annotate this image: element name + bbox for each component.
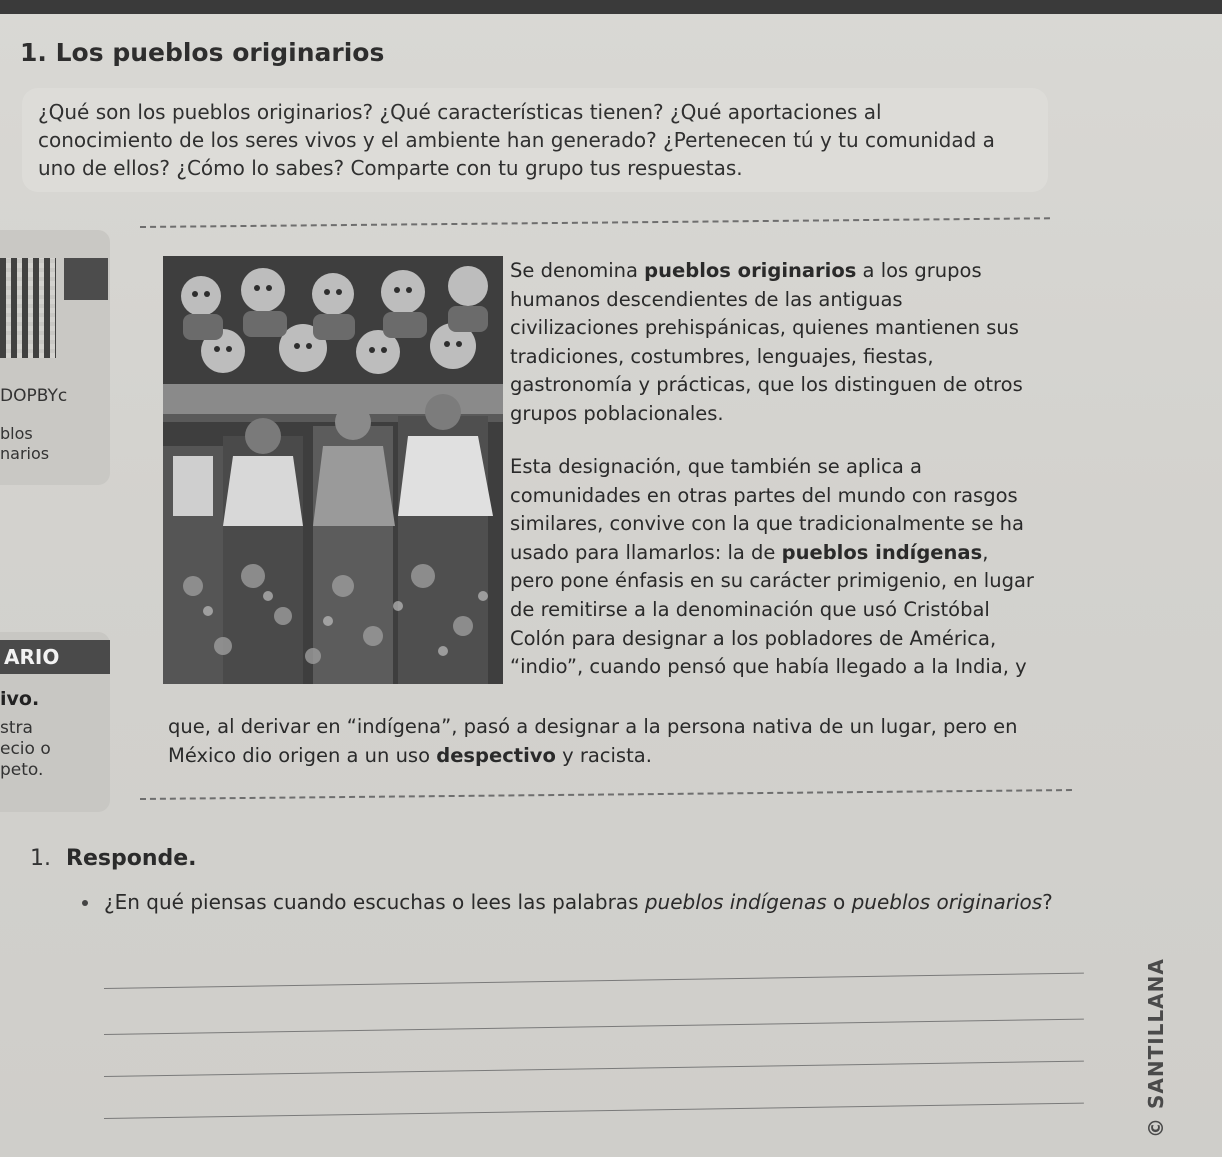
glossary-def-line2: ecio o xyxy=(0,739,51,759)
paragraph-2-pre: Esta designación, que también se aplica a comunidades en otras partes del mundo con rasgos similares, convive con la que tradicionalmente se ha usado para llamarlos: la de xyxy=(510,455,1024,564)
question-italic-1: pueblos indígenas xyxy=(644,890,827,914)
term-pueblos-indigenas: pueblos indígenas xyxy=(781,540,983,564)
glossary-word: ivo. xyxy=(0,688,40,710)
top-edge-bar xyxy=(0,0,1222,14)
paragraph-1-post: a los grupos humanos descendientes de las antiguas civilizaciones prehispánicas, quienes mantienen sus tradiciones, costumbres, lenguajes, fiestas, gastronomía y prácticas, que los distinguen de otros grupos poblacionales. xyxy=(510,259,1023,425)
bullet-icon xyxy=(82,900,88,906)
term-pueblos-originarios: pueblos originarios xyxy=(644,259,857,282)
qr-corner-block xyxy=(64,258,108,300)
answer-line-1[interactable] xyxy=(104,973,1084,989)
bottom-dashed-divider xyxy=(140,789,1072,800)
activity-title: Responde. xyxy=(66,846,197,871)
activity-number: 1. xyxy=(30,846,51,871)
qr-code-icon[interactable] xyxy=(0,258,56,358)
paragraph-1 xyxy=(510,257,1030,429)
question-italic-2: pueblos originarios xyxy=(851,890,1043,914)
question-post: ? xyxy=(1042,890,1053,914)
activity-question xyxy=(104,884,1064,920)
resource-caption-line2: narios xyxy=(0,444,50,463)
glossary-tab: ARIO xyxy=(0,640,110,674)
dolls-photo-image xyxy=(163,256,503,684)
paragraph-3-pre: que, al derivar en “indígena”, pasó a designar a la persona nativa de un lugar, pero en México dio origen a un uso xyxy=(168,715,1018,767)
paragraph-1-pre: Se denomina xyxy=(510,259,645,282)
intro-question: ¿Qué son los pueblos originarios? ¿Qué características tienen? ¿Qué aportaciones al conocimiento de los seres vivos y el ambiente han generado? ¿Pertenecen tú y tu comunidad a uno de ellos? ¿Cómo lo sabes? Comparte con tu grupo tus respuestas. xyxy=(38,100,995,180)
glossary-def-line3: peto. xyxy=(0,760,44,780)
section-title-text: Los pueblos originarios xyxy=(55,38,385,67)
paragraph-2 xyxy=(510,453,1035,682)
term-despectivo: despectivo xyxy=(436,743,556,767)
answer-line-4[interactable] xyxy=(104,1103,1084,1119)
section-number: 1. xyxy=(20,38,47,67)
publisher-credit: © SANTILLANA xyxy=(1144,958,1168,1138)
top-dashed-divider xyxy=(140,217,1050,228)
answer-line-2[interactable] xyxy=(104,1019,1084,1035)
paragraph-2-post: , pero pone énfasis en su carácter primigenio, en lugar de remitirse a la denominación que usó Cristóbal Colón para designar a los pobladores de América, “indio”, cuando pensó que había llegado a la India, y xyxy=(510,540,1034,679)
answer-line-3[interactable] xyxy=(104,1061,1084,1077)
resource-code: DOPBYc xyxy=(0,386,68,406)
resource-caption-line1: blos xyxy=(0,424,33,443)
paragraph-3 xyxy=(168,713,1038,770)
glossary-def-line1: stra xyxy=(0,718,33,738)
resource-caption xyxy=(0,424,49,464)
section-title xyxy=(20,38,384,67)
paragraph-3-post: y racista. xyxy=(555,743,652,767)
glossary-definition xyxy=(0,718,51,781)
question-mid: o xyxy=(826,890,852,914)
question-pre: ¿En qué piensas cuando escuchas o lees las palabras xyxy=(104,890,645,914)
artisan-dolls-photo xyxy=(163,256,503,684)
